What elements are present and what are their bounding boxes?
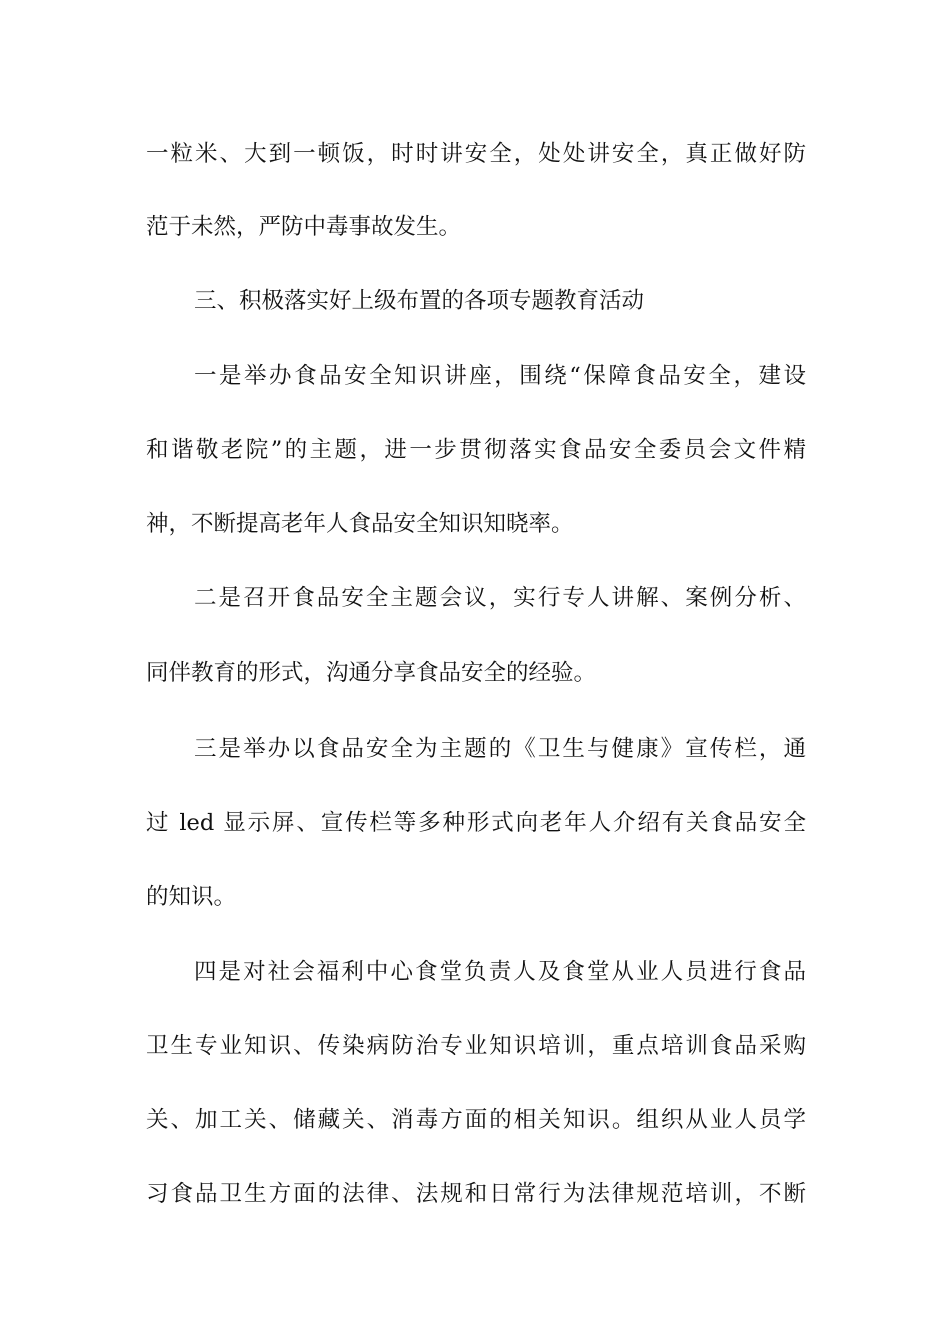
paragraph-line: 神，不断提高老年人食品安全知识知晓率。 [146, 511, 574, 537]
paragraph-line: 二是召开食品安全主题会议，实行专人讲解、案例分析、 [194, 585, 806, 611]
paragraph-line: 过 led 显示屏、宣传栏等多种形式向老年人介绍有关食品安全 [146, 810, 806, 836]
paragraph-line: 关、加工关、储藏关、消毒方面的相关知识。组织从业人员学 [146, 1107, 806, 1133]
paragraph-line: 和谐敬老院”的主题，进一步贯彻落实食品安全委员会文件精 [146, 437, 806, 463]
paragraph-line: 卫生专业知识、传染病防治专业知识培训，重点培训食品采购 [146, 1033, 806, 1059]
paragraph-line: 习食品卫生方面的法律、法规和日常行为法律规范培训，不断 [146, 1181, 806, 1207]
paragraph-line: 四是对社会福利中心食堂负责人及食堂从业人员进行食品 [194, 959, 806, 985]
paragraph-line: 的知识。 [146, 884, 237, 910]
paragraph-line: 一是举办食品安全知识讲座，围绕“保障食品安全，建设 [194, 363, 806, 389]
paragraph-line: 一粒米、大到一顿饭，时时讲安全，处处讲安全，真正做好防 [146, 141, 806, 167]
paragraph-line: 三是举办以食品安全为主题的《卫生与健康》宣传栏，通 [194, 736, 806, 762]
section-heading: 三、积极落实好上级布置的各项专题教育活动 [194, 288, 645, 314]
paragraph-line: 范于未然，严防中毒事故发生。 [146, 214, 462, 240]
paragraph-line: 同伴教育的形式，沟通分享食品安全的经验。 [146, 660, 597, 686]
